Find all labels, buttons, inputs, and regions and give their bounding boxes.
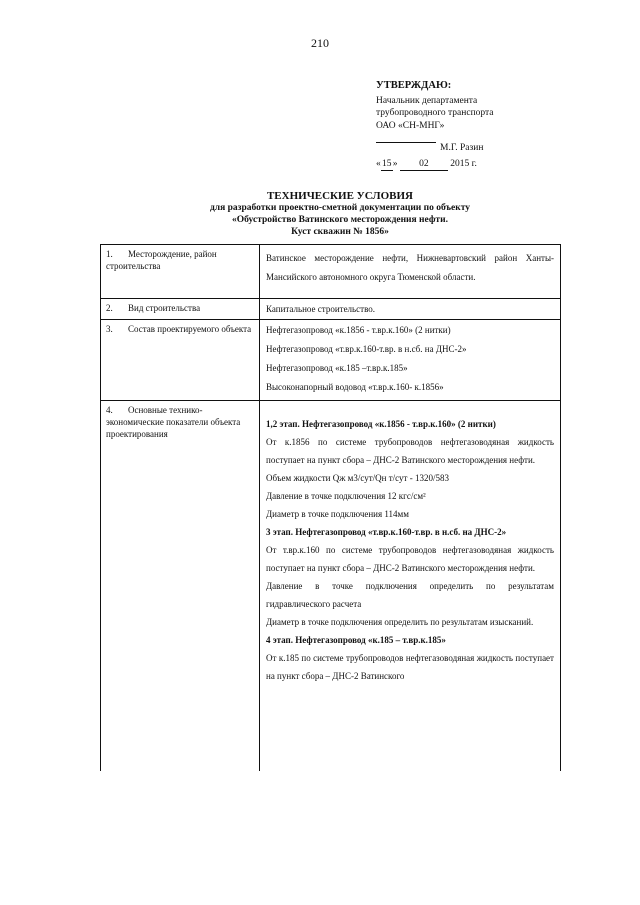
stage1-pressure: Давление в точке подключения 12 кгс/см² [266,491,426,501]
approval-date-year: 2015 г. [450,158,477,169]
row-label: Состав проектируемого объекта [128,324,252,334]
row-number: 1. [106,249,113,259]
approval-company: ОАО «СН-МНГ» [376,120,445,131]
row-content-item: Нефтегазопровод «т.вр.к.160-т.вр. в н.сб. на ДНС-2» [266,344,467,354]
stage1-volume: Объем жидкости Qж м3/сут/Qн т/сут - 1320/583 [266,473,449,483]
document-subtitle-line4: Куст скважин № 1856» [291,227,389,237]
row-content-cell [260,320,561,401]
table-row [101,401,561,772]
row-label: Вид строительства [128,303,201,313]
approval-date-month: 02 [400,158,448,172]
document-title-block [140,190,540,238]
specification-table [100,244,561,771]
page-number: 210 [311,36,329,50]
row-label: Основные технико-экономические показатели объекта проектирования [106,405,241,439]
row-content-cell [260,299,561,320]
stage3-text: От т.вр.к.160 по системе трубопроводов нефтегазоводяная жидкость поступает на пункт сбора – ДНС-2 Ватинского месторождения нефти. [266,545,554,573]
signature-line [376,142,586,155]
row-content-text: Капитальное строительство. [266,304,376,314]
row-label-cell [101,245,260,299]
stage3-title: 3 этап. Нефтегазопровод «т.вр.к.160-т.вр. в н.сб. на ДНС-2» [266,527,507,537]
row-content-cell [260,401,561,772]
stage4-title: 4 этап. Нефтегазопровод «к.185 – т.вр.к.185» [266,635,446,645]
row-content-text: Ватинское месторождение нефти, Нижневартовский район Ханты-Мансийского автономного округа Тюменской области. [266,253,554,282]
row-number: 2. [106,303,113,313]
approval-date: «15» 02 2015 г. [376,158,586,172]
approval-position-line1: Начальник департамента [376,95,478,106]
row-number: 3. [106,324,113,334]
row-content-item: Нефтегазопровод «к.185 –т.вр.к.185» [266,363,408,373]
stage1-text: От к.1856 по системе трубопроводов нефтегазоводяная жидкость поступает на пункт сбора – ДНС-2 Ватинского месторождения нефти. [266,437,554,465]
row-number: 4. [106,405,113,415]
row-content-item: Нефтегазопровод «к.1856 - т.вр.к.160» (2 нитки) [266,325,451,335]
stage3-diameter: Диаметр в точке подключения определить по результатам изысканий. [266,617,534,627]
document-subtitle-line3: «Обустройство Ватинского месторождения нефти. [232,215,448,225]
row-label-cell [101,401,260,772]
approval-block [376,80,586,171]
approval-signatory: М.Г. Разин [440,143,484,153]
table-row [101,245,561,299]
table-row [101,299,561,320]
row-label: Месторождение, район строительства [106,249,217,271]
document-subtitle-line2: для разработки проектно-сметной документации по объекту [209,203,471,213]
stage3-pressure: Давление в точке подключения определить по результатам гидравлического расчета [266,581,554,609]
row-label-cell [101,299,260,320]
table-row [101,320,561,401]
approval-position-line2: трубопроводного транспорта [376,108,494,118]
stage1-diameter: Диаметр в точке подключения 114мм [266,509,409,519]
stage4-text: От к.185 по системе трубопроводов нефтегазоводяная жидкость поступает на пункт сбора – ДНС-2 Ватинского [266,653,554,681]
row-label-cell [101,320,260,401]
document-title: ТЕХНИЧЕСКИЕ УСЛОВИЯ [266,190,414,202]
signature-underline [376,142,436,143]
approval-date-day: 15 [381,158,393,172]
approval-heading: УТВЕРЖДАЮ: [376,80,452,91]
row-content-cell [260,245,561,299]
row-content-item: Высоконапорный водовод «т.вр.к.160- к.1856» [266,382,444,392]
stage1-title: 1,2 этап. Нефтегазопровод «к.1856 - т.вр.к.160» (2 нитки) [266,419,496,429]
